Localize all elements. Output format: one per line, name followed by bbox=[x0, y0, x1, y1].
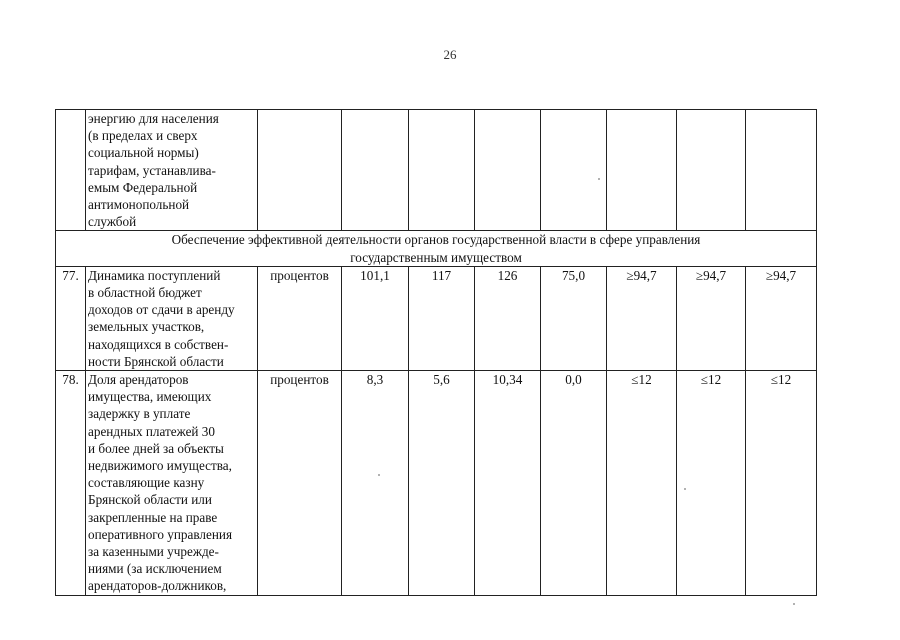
value-cell: 101,1 bbox=[342, 266, 409, 370]
scan-speck bbox=[598, 178, 600, 180]
indicator-table bbox=[55, 109, 817, 596]
unit-cell bbox=[258, 110, 342, 231]
indicator-name-cell: энергию для населения (в пределах и сверх социальной нормы) тарифам, устанавлива- емым Федеральной антимонопольной службой bbox=[86, 110, 258, 231]
value-cell: 0,0 bbox=[541, 371, 607, 596]
unit-cell: процентов bbox=[258, 266, 342, 370]
table-row-continued bbox=[56, 110, 817, 231]
value-cell: ≥94,7 bbox=[677, 266, 746, 370]
value-cell bbox=[607, 110, 677, 231]
value-cell: ≤12 bbox=[607, 371, 677, 596]
page-number: 26 bbox=[443, 47, 457, 62]
value-cell: 5,6 bbox=[409, 371, 475, 596]
value-cell: 126 bbox=[475, 266, 541, 370]
scan-speck bbox=[684, 488, 686, 490]
value-cell bbox=[409, 110, 475, 231]
scan-speck bbox=[378, 474, 380, 476]
value-cell bbox=[746, 110, 817, 231]
value-cell: ≤12 bbox=[746, 371, 817, 596]
row-number-cell: 77. bbox=[56, 266, 86, 370]
table-row-77 bbox=[56, 266, 817, 370]
indicator-name-cell: Доля арендаторов имущества, имеющих задержку в уплате арендных платежей 30 и более дней за объекты недвижимого имущества, составляющие казну Брянской области или закрепленные на праве оперативного управления за казенными учрежде- ниями (за исключением арендаторов-должников, bbox=[86, 371, 258, 596]
row-number-cell bbox=[56, 110, 86, 231]
value-cell: ≤12 bbox=[677, 371, 746, 596]
row-number-cell: 78. bbox=[56, 371, 86, 596]
section-heading-row bbox=[56, 231, 817, 266]
value-cell: 117 bbox=[409, 266, 475, 370]
section-heading: Обеспечение эффективной деятельности органов государственной власти в сфере управления государственным имуществом bbox=[56, 231, 817, 266]
value-cell: 10,34 bbox=[475, 371, 541, 596]
unit-cell: процентов bbox=[258, 371, 342, 596]
indicator-name-cell: Динамика поступлений в областной бюджет доходов от сдачи в аренду земельных участков, находящихся в собствен- ности Брянской области bbox=[86, 266, 258, 370]
table-row-78 bbox=[56, 371, 817, 596]
value-cell: ≥94,7 bbox=[607, 266, 677, 370]
value-cell bbox=[541, 110, 607, 231]
value-cell bbox=[342, 110, 409, 231]
value-cell bbox=[475, 110, 541, 231]
value-cell: ≥94,7 bbox=[746, 266, 817, 370]
value-cell bbox=[677, 110, 746, 231]
scan-speck bbox=[793, 603, 795, 605]
value-cell: 75,0 bbox=[541, 266, 607, 370]
value-cell: 8,3 bbox=[342, 371, 409, 596]
